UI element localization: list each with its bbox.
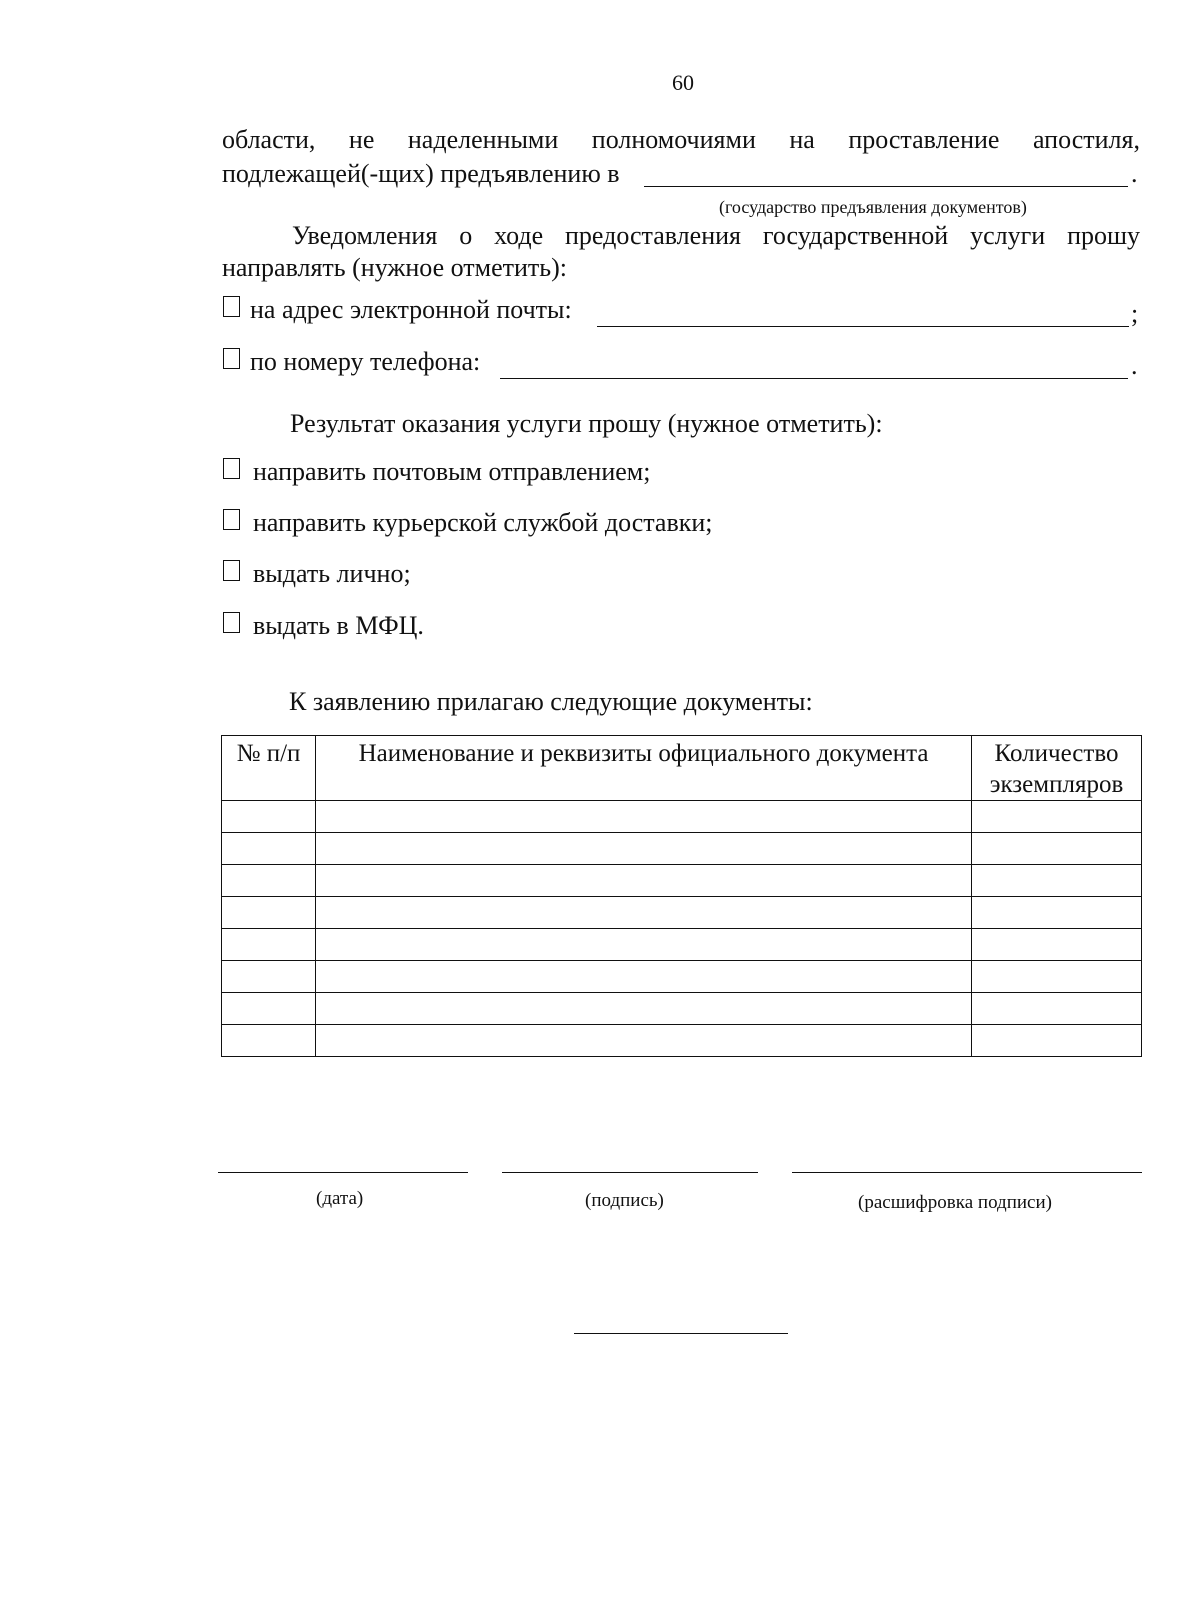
table-row bbox=[222, 897, 1142, 929]
phone-input-line[interactable] bbox=[500, 378, 1128, 379]
email-checkbox[interactable] bbox=[223, 296, 240, 317]
table-row bbox=[222, 833, 1142, 865]
intro-word: на bbox=[789, 125, 815, 154]
row-number-cell[interactable] bbox=[222, 865, 316, 897]
table-row bbox=[222, 801, 1142, 833]
heading-word: ходе bbox=[494, 221, 544, 250]
in-person-checkbox[interactable] bbox=[223, 560, 240, 581]
row-number-cell[interactable] bbox=[222, 833, 316, 865]
row-quantity-cell[interactable] bbox=[972, 929, 1142, 961]
row-name-cell[interactable] bbox=[316, 993, 972, 1025]
email-input-line[interactable] bbox=[597, 326, 1129, 327]
postal-checkbox[interactable] bbox=[223, 458, 240, 479]
heading-word: Уведомления bbox=[292, 221, 438, 250]
table-row bbox=[222, 865, 1142, 897]
email-option-label: на адрес электронной почты: bbox=[250, 295, 572, 324]
table-row bbox=[222, 993, 1142, 1025]
column-header-name: Наименование и реквизиты официального документа bbox=[316, 736, 972, 801]
intro-word: проставление bbox=[848, 125, 1000, 154]
courier-option-label: направить курьерской службой доставки; bbox=[253, 508, 713, 537]
row-number-cell[interactable] bbox=[222, 897, 316, 929]
row-name-cell[interactable] bbox=[316, 897, 972, 929]
attachments-table bbox=[221, 735, 1142, 1057]
heading-word: о bbox=[459, 221, 473, 250]
row-quantity-cell[interactable] bbox=[972, 993, 1142, 1025]
row-number-cell[interactable] bbox=[222, 1025, 316, 1057]
table-row bbox=[222, 929, 1142, 961]
row-quantity-cell[interactable] bbox=[972, 1025, 1142, 1057]
heading-word: предоставления bbox=[565, 221, 741, 250]
table-row bbox=[222, 1025, 1142, 1057]
row-name-cell[interactable] bbox=[316, 801, 972, 833]
page-number: 60 bbox=[672, 70, 694, 95]
row-name-cell[interactable] bbox=[316, 833, 972, 865]
row-number-cell[interactable] bbox=[222, 961, 316, 993]
intro-word: наделенными bbox=[407, 125, 559, 154]
heading-word: государственной bbox=[762, 221, 949, 250]
closing-separator bbox=[574, 1333, 788, 1334]
country-input-line[interactable] bbox=[644, 186, 1128, 187]
transcript-signature-line[interactable] bbox=[792, 1172, 1142, 1173]
row-quantity-cell[interactable] bbox=[972, 833, 1142, 865]
phone-option-label: по номеру телефона: bbox=[250, 347, 481, 376]
intro-line-1 bbox=[222, 124, 1140, 156]
row-number-cell[interactable] bbox=[222, 993, 316, 1025]
mfc-checkbox[interactable] bbox=[223, 612, 240, 633]
row-number-cell[interactable] bbox=[222, 801, 316, 833]
signature-caption: (подпись) bbox=[585, 1190, 664, 1211]
courier-checkbox[interactable] bbox=[223, 509, 240, 530]
row-name-cell[interactable] bbox=[316, 1025, 972, 1057]
intro-word: апостиля, bbox=[1032, 125, 1140, 154]
row-name-cell[interactable] bbox=[316, 961, 972, 993]
email-option-end: ; bbox=[1131, 299, 1139, 328]
phone-option-end: . bbox=[1131, 351, 1138, 380]
date-caption: (дата) bbox=[316, 1188, 364, 1209]
phone-checkbox[interactable] bbox=[223, 348, 240, 369]
in-person-option-label: выдать лично; bbox=[253, 559, 411, 588]
intro-line-2: подлежащей(-щих) предъявлению в bbox=[222, 159, 620, 188]
postal-option-label: направить почтовым отправлением; bbox=[253, 457, 651, 486]
row-quantity-cell[interactable] bbox=[972, 865, 1142, 897]
table-header-row bbox=[222, 736, 1142, 801]
date-signature-line[interactable] bbox=[218, 1172, 468, 1173]
row-number-cell[interactable] bbox=[222, 929, 316, 961]
signature-line[interactable] bbox=[502, 1172, 758, 1173]
result-heading: Результат оказания услуги прошу (нужное отметить): bbox=[290, 409, 883, 438]
intro-line-2-end: . bbox=[1131, 159, 1138, 188]
heading-word: прошу bbox=[1067, 221, 1140, 250]
row-name-cell[interactable] bbox=[316, 865, 972, 897]
transcript-caption: (расшифровка подписи) bbox=[858, 1192, 1052, 1213]
mfc-option-label: выдать в МФЦ. bbox=[253, 611, 424, 640]
heading-word: услуги bbox=[970, 221, 1046, 250]
column-header-number: № п/п bbox=[222, 736, 316, 801]
column-header-quantity-line-2: экземпляров bbox=[989, 771, 1124, 798]
notifications-heading-line-2: направлять (нужное отметить): bbox=[222, 253, 568, 282]
attachments-heading: К заявлению прилагаю следующие документы: bbox=[289, 687, 813, 716]
row-name-cell[interactable] bbox=[316, 929, 972, 961]
row-quantity-cell[interactable] bbox=[972, 961, 1142, 993]
intro-word: полномочиями bbox=[591, 125, 756, 154]
row-quantity-cell[interactable] bbox=[972, 897, 1142, 929]
country-caption: (государство предъявления документов) bbox=[719, 197, 1027, 217]
table-row bbox=[222, 961, 1142, 993]
intro-word: не bbox=[348, 125, 375, 154]
row-quantity-cell[interactable] bbox=[972, 801, 1142, 833]
column-header-quantity bbox=[972, 736, 1142, 801]
column-header-quantity-line-1: Количество bbox=[994, 740, 1119, 767]
notifications-heading-line-1 bbox=[292, 220, 1140, 252]
intro-word: области, bbox=[222, 125, 316, 154]
